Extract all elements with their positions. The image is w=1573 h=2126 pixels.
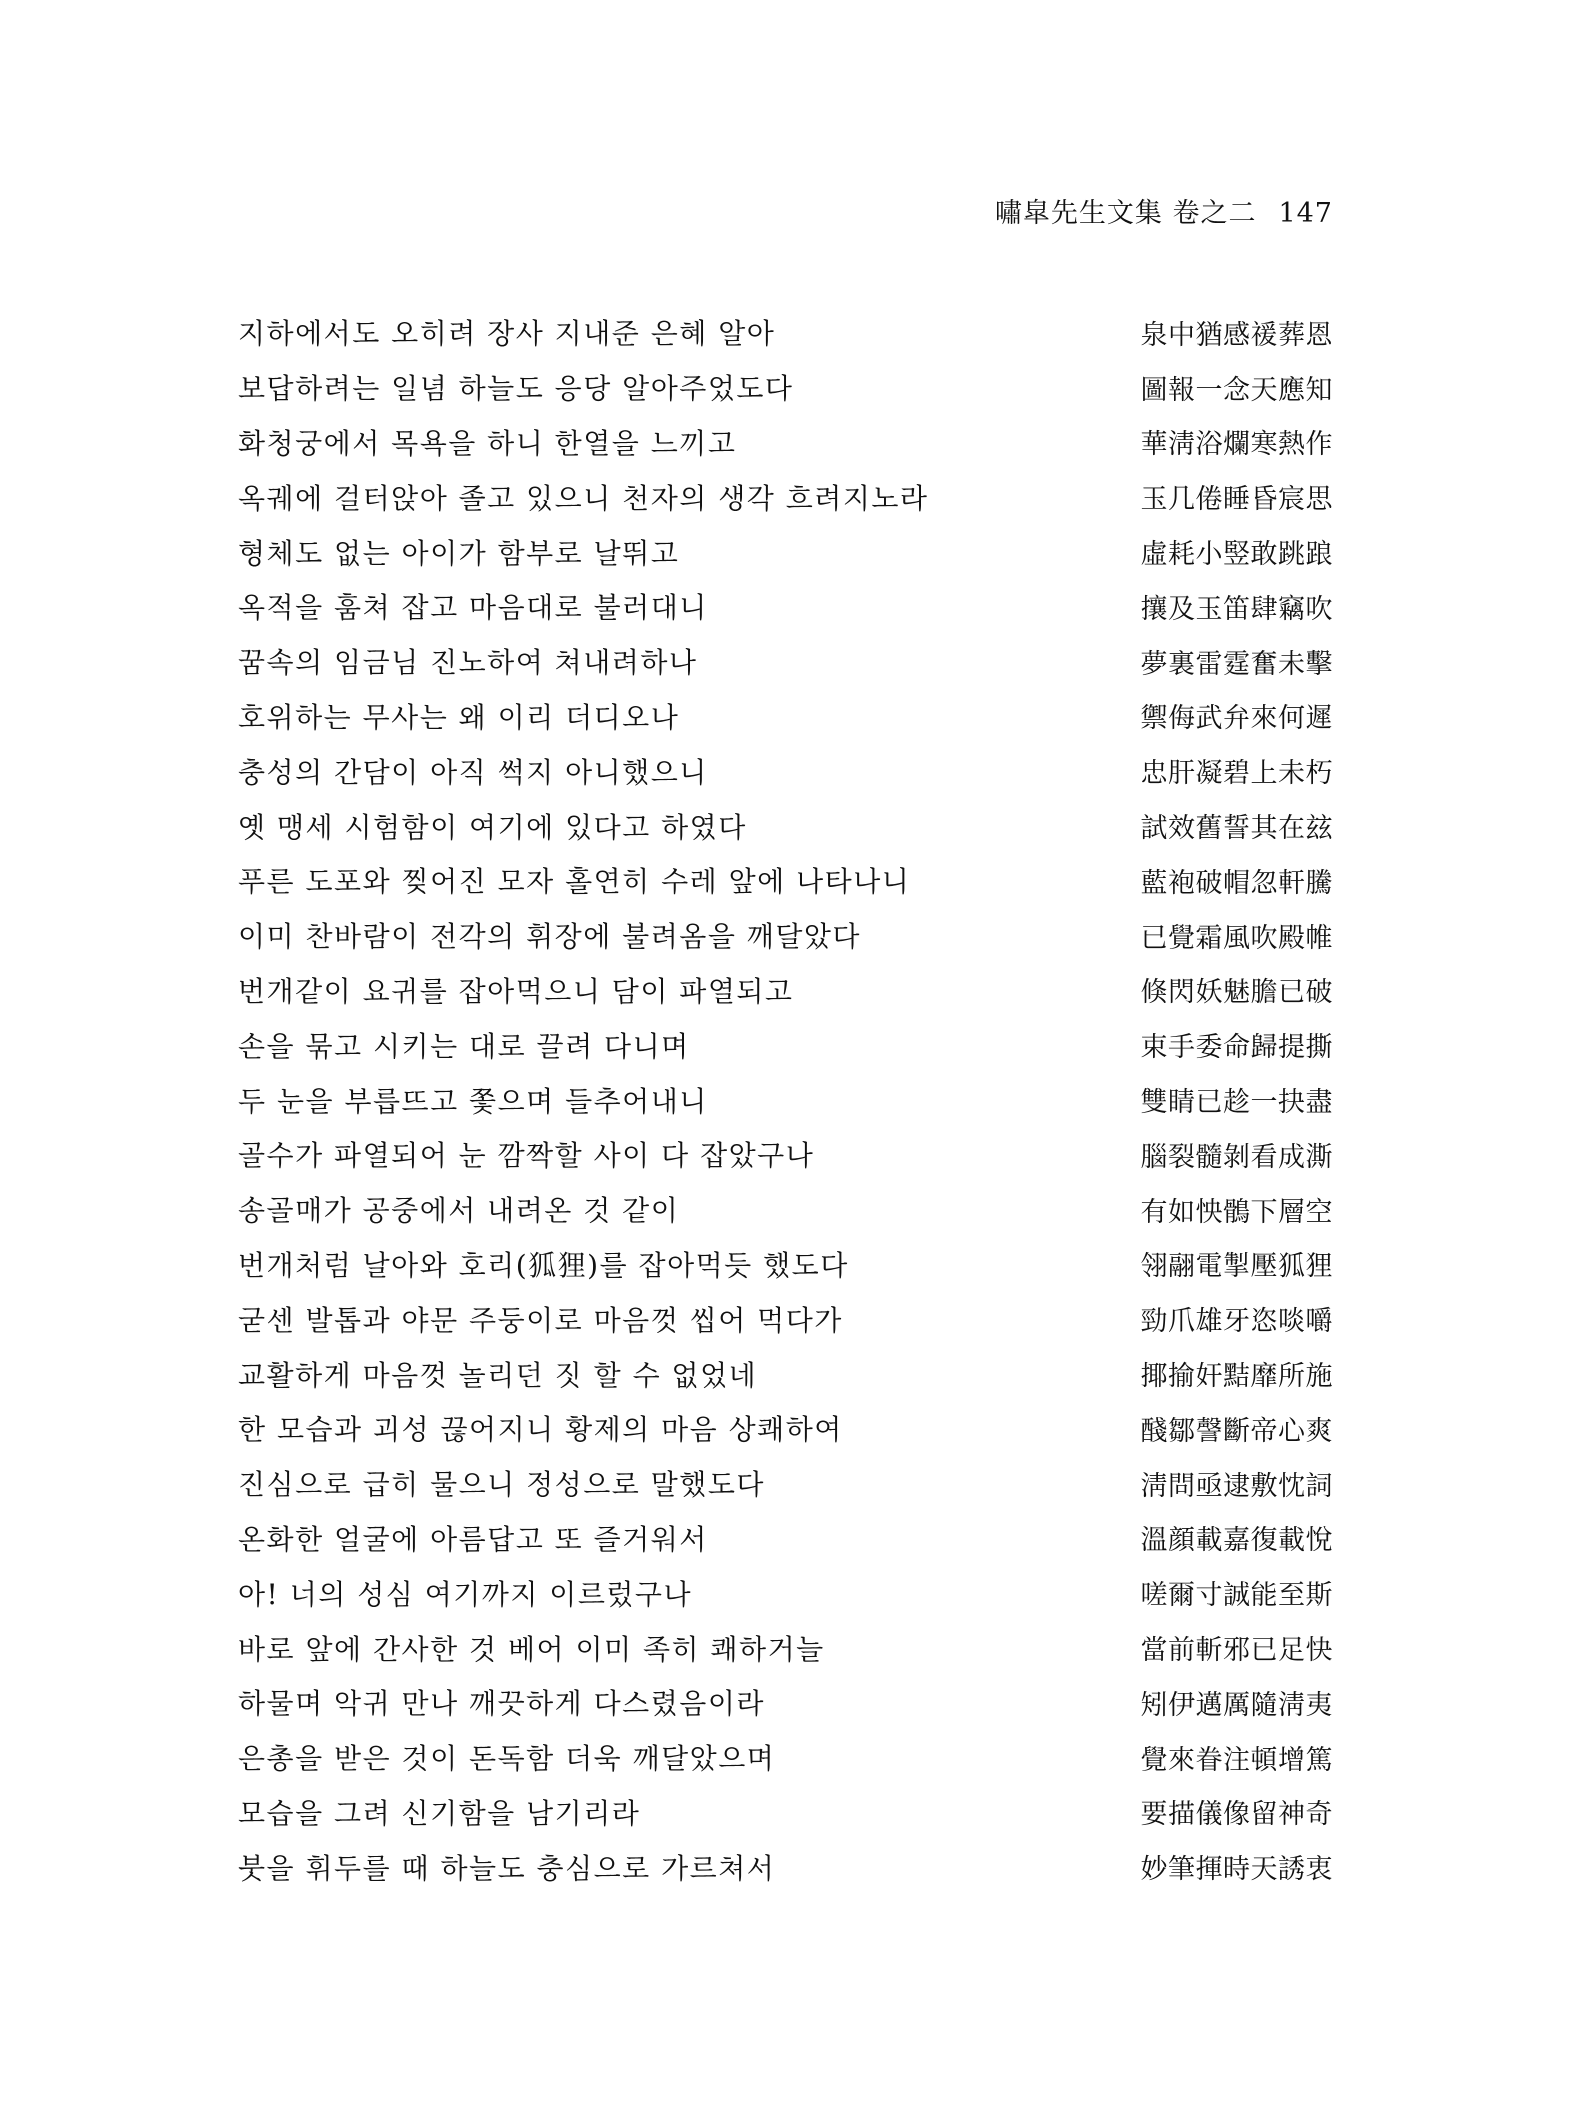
hanja-original: 要描儀像留神奇 [1140, 1799, 1333, 1831]
korean-translation: 송골매가 공중에서 내려온 것 같이 [238, 1194, 680, 1228]
korean-translation: 온화한 얼굴에 아름답고 또 즐거워서 [238, 1522, 708, 1556]
poem-line [238, 360, 1333, 415]
korean-translation: 번개처럼 날아와 호리(狐狸)를 잡아먹듯 했도다 [238, 1248, 849, 1282]
hanja-original: 禦侮武弁來何遲 [1140, 703, 1333, 735]
poem-line [238, 305, 1333, 360]
hanja-original: 華淸浴爛寒熱作 [1140, 429, 1333, 461]
korean-translation: 번개같이 요귀를 잡아먹으니 담이 파열되고 [238, 974, 794, 1008]
hanja-original: 倏閃妖魅膽已破 [1140, 977, 1333, 1009]
poem-line [238, 853, 1333, 908]
korean-translation: 지하에서도 오히려 장사 지내준 은혜 알아 [238, 317, 776, 351]
poem-line [238, 415, 1333, 470]
hanja-original: 勁爪雄牙恣啖嚼 [1140, 1306, 1333, 1338]
poem-line [238, 1127, 1333, 1182]
hanja-original: 翎翮電掣壓狐狸 [1140, 1251, 1333, 1283]
korean-translation: 충성의 간담이 아직 썩지 아니했으니 [238, 755, 708, 789]
poem-line [238, 1456, 1333, 1511]
book-title: 嘯皐先生文集 卷之二 [994, 198, 1257, 229]
hanja-original: 覺來眷注頓增篤 [1140, 1744, 1333, 1776]
hanja-original: 虛耗小竪敢跳踉 [1140, 539, 1333, 571]
poem-line [238, 634, 1333, 689]
korean-translation: 두 눈을 부릅뜨고 쫓으며 들추어내니 [238, 1084, 708, 1118]
poem-line [238, 1839, 1333, 1894]
korean-translation: 형체도 없는 아이가 함부로 날뛰고 [238, 536, 680, 570]
korean-translation: 옛 맹세 시험함이 여기에 있다고 하였다 [238, 810, 747, 844]
hanja-original: 揶揄奸黠靡所施 [1140, 1361, 1333, 1393]
hanja-original: 圖報一念天應知 [1140, 374, 1333, 406]
poem-line [238, 743, 1333, 798]
korean-translation: 옥궤에 걸터앉아 졸고 있으니 천자의 생각 흐려지노라 [238, 481, 929, 515]
korean-translation: 진심으로 급히 물으니 정성으로 말했도다 [238, 1468, 765, 1502]
hanja-original: 束手委命歸提撕 [1140, 1032, 1333, 1064]
hanja-original: 腦裂髓剝看成澌 [1140, 1141, 1333, 1173]
poem-line [238, 1401, 1333, 1456]
hanja-original: 藍袍破帽忽軒騰 [1140, 867, 1333, 899]
korean-translation: 한 모습과 괴성 끊어지니 황제의 마음 상쾌하여 [238, 1413, 843, 1447]
korean-translation: 붓을 휘두를 때 하늘도 충심으로 가르쳐서 [238, 1851, 776, 1885]
poem-line [238, 798, 1333, 853]
poem-line [238, 579, 1333, 634]
poem-line [238, 1346, 1333, 1401]
poem-line [238, 1072, 1333, 1127]
korean-translation: 굳센 발톱과 야문 주둥이로 마음껏 씹어 먹다가 [238, 1303, 843, 1337]
hanja-original: 夢裏雷霆奮未擊 [1140, 648, 1333, 680]
korean-translation: 교활하게 마음껏 놀리던 짓 할 수 없었네 [238, 1358, 758, 1392]
korean-translation: 아! 너의 성심 여기까지 이르렀구나 [238, 1577, 693, 1611]
hanja-original: 試效舊誓其在玆 [1140, 813, 1333, 845]
hanja-original: 玉几倦睡昏宸思 [1140, 484, 1333, 516]
hanja-original: 溫顔載嘉復載悅 [1140, 1525, 1333, 1557]
poem-line [238, 1291, 1333, 1346]
korean-translation: 보답하려는 일념 하늘도 응당 알아주었도다 [238, 372, 794, 406]
hanja-original: 當前斬邪已足快 [1140, 1635, 1333, 1667]
poem-line [238, 963, 1333, 1018]
poem-line [238, 1511, 1333, 1566]
hanja-original: 攘及玉笛肆竊吹 [1140, 593, 1333, 625]
hanja-original: 淸問亟逮敷忱詞 [1140, 1470, 1333, 1502]
poem-line [238, 689, 1333, 744]
hanja-original: 矧伊邁厲隨淸夷 [1140, 1689, 1333, 1721]
hanja-original: 泉中猶感禐葬恩 [1140, 319, 1333, 351]
korean-translation: 바로 앞에 간사한 것 베어 이미 족히 쾌하거늘 [238, 1632, 825, 1666]
hanja-original: 醆鄒謦斷帝心爽 [1140, 1415, 1333, 1447]
poem-line [238, 1182, 1333, 1237]
running-header [995, 191, 1333, 230]
korean-translation: 푸른 도포와 찢어진 모자 홀연히 수레 앞에 나타나니 [238, 865, 911, 899]
hanja-original: 忠肝凝碧上未朽 [1140, 758, 1333, 790]
page-number: 147 [1278, 198, 1333, 229]
korean-translation: 화청궁에서 목욕을 하니 한열을 느끼고 [238, 426, 737, 460]
hanja-original: 已覺霜風吹殿帷 [1140, 922, 1333, 954]
poem-line [238, 1017, 1333, 1072]
hanja-original: 妙筆揮時天誘衷 [1140, 1854, 1333, 1886]
korean-translation: 은총을 받은 것이 돈독함 더욱 깨달았으며 [238, 1742, 776, 1776]
poem-line [238, 469, 1333, 524]
poem-line [238, 1785, 1333, 1840]
poem-line [238, 1620, 1333, 1675]
korean-translation: 호위하는 무사는 왜 이리 더디오나 [238, 700, 680, 734]
korean-translation: 옥적을 훔쳐 잡고 마음대로 불러대니 [238, 591, 708, 625]
poem-line [238, 908, 1333, 963]
korean-translation: 모습을 그려 신기함을 남기리라 [238, 1796, 641, 1830]
korean-translation: 하물며 악귀 만나 깨끗하게 다스렸음이라 [238, 1687, 765, 1721]
poem-line [238, 1730, 1333, 1785]
korean-translation: 손을 묶고 시키는 대로 끌려 다니며 [238, 1029, 690, 1063]
poem-line [238, 1565, 1333, 1620]
poem-line [238, 524, 1333, 579]
poem-line [238, 1237, 1333, 1292]
poem-line [238, 1675, 1333, 1730]
hanja-original: 嗟爾寸誠能至斯 [1140, 1580, 1333, 1612]
korean-translation: 꿈속의 임금님 진노하여 쳐내려하나 [238, 646, 698, 680]
korean-translation: 이미 찬바람이 전각의 휘장에 불려옴을 깨달았다 [238, 920, 861, 954]
poem-body [238, 305, 1333, 1894]
korean-translation: 골수가 파열되어 눈 깜짝할 사이 다 잡았구나 [238, 1139, 815, 1173]
hanja-original: 雙睛已趁一抉盡 [1140, 1087, 1333, 1119]
hanja-original: 有如怏鶻下層空 [1140, 1196, 1333, 1228]
